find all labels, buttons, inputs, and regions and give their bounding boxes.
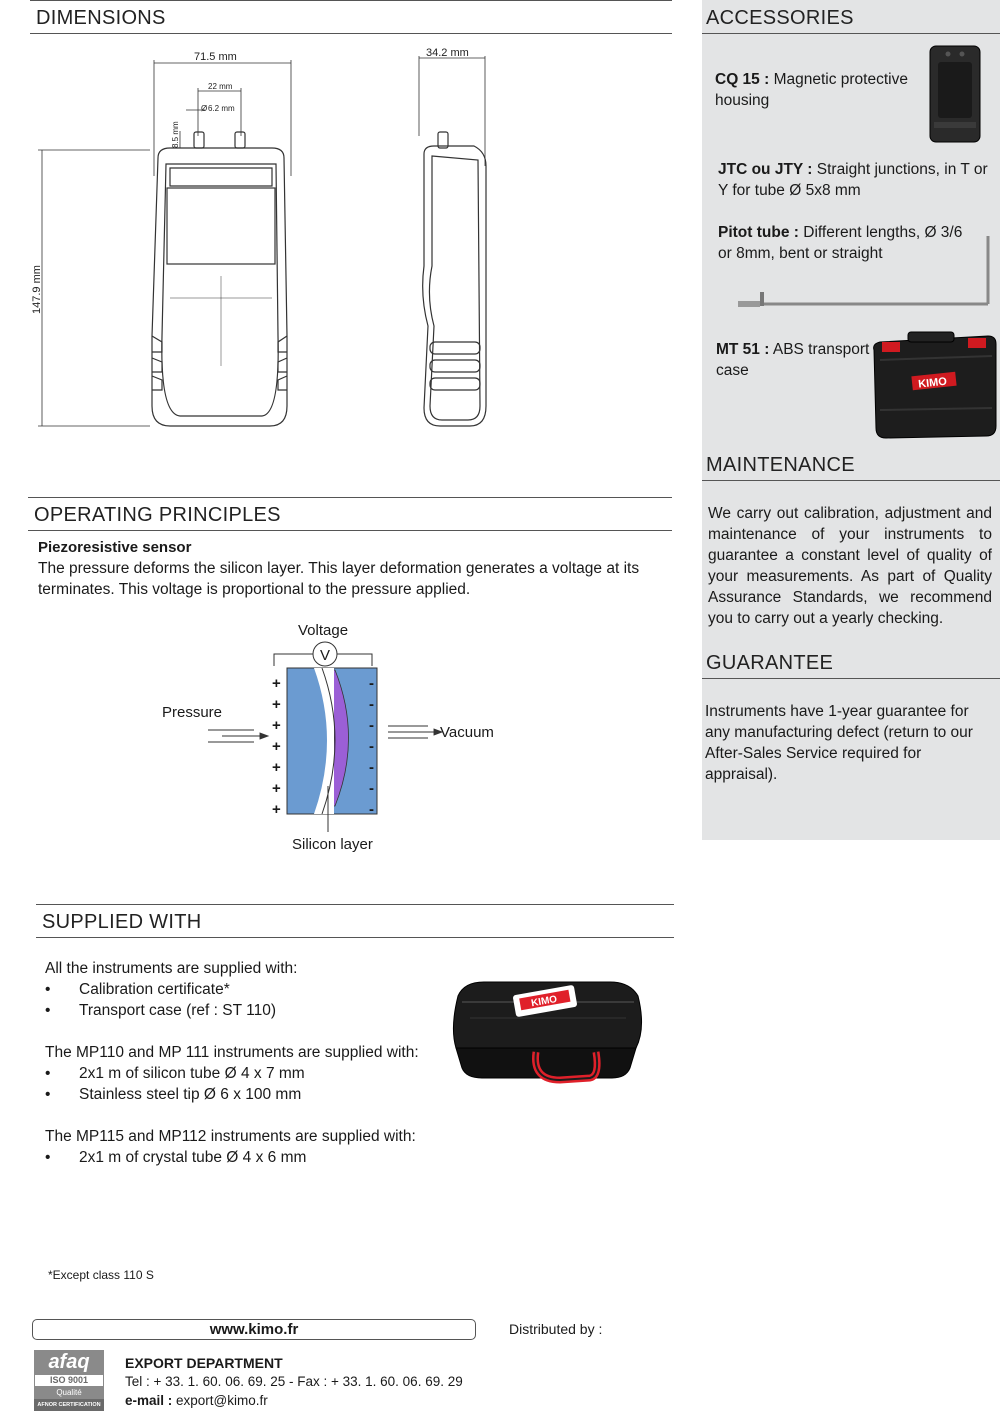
dimensions-header	[30, 0, 672, 34]
dim-nozzle-diameter-symbol: Ø	[201, 104, 208, 113]
abs-case-brand-label: KIMO	[917, 375, 948, 391]
accessory-text: Different lengths, Ø 3/6 or 8mm, bent or straight	[718, 224, 963, 262]
supplied-list-mp115	[45, 1147, 445, 1168]
svg-text:+: +	[272, 759, 281, 776]
accessory-text: Straight junctions, in T or Y for tube Ø 5x8 mm	[718, 161, 988, 199]
svg-text:+: +	[272, 738, 281, 755]
distributed-by: Distributed by :	[509, 1321, 603, 1337]
svg-text:+: +	[272, 696, 281, 713]
supplied-title: SUPPLIED WITH	[42, 911, 202, 933]
list-item: • 2x1 m of crystal tube Ø 4 x 6 mm	[45, 1147, 445, 1168]
maintenance-text: We carry out calibration, adjustment and maintenance of your instruments to guarantee a constant level of quality of your measurements. As part of Quality Assurance Standards, we recommend you to carry out a yearly checking.	[708, 505, 992, 627]
guarantee-header	[702, 645, 1000, 679]
supplied-intro-all: All the instruments are supplied with:	[45, 960, 298, 977]
dimensions-drawing	[0, 36, 700, 456]
afaq-logo	[34, 1350, 104, 1413]
maintenance-header	[702, 447, 1000, 481]
supplied-header	[36, 904, 674, 938]
email-line	[125, 1393, 268, 1408]
minus-signs	[369, 675, 374, 818]
export-dept: EXPORT DEPARTMENT	[125, 1355, 283, 1371]
supplied-intro-mp115: The MP115 and MP112 instruments are supplied with:	[45, 1128, 416, 1145]
piezo-diagram	[150, 618, 520, 858]
transport-case-image	[440, 968, 655, 1086]
silicon-layer-label: Silicon layer	[292, 836, 373, 853]
dim-nozzle-label: 6.2 mm	[208, 104, 235, 113]
list-item: • Calibration certificate*	[45, 979, 445, 1000]
svg-text:-: -	[369, 780, 374, 797]
accessory-code: Pitot tube :	[718, 224, 799, 241]
pressure-label: Pressure	[162, 704, 223, 721]
logo-iso-text: ISO 9001	[34, 1374, 104, 1387]
maintenance-title: MAINTENANCE	[706, 454, 855, 476]
accessory-code: CQ 15 :	[715, 71, 770, 88]
dim-height-label: 147.9 mm	[31, 265, 43, 314]
voltmeter-symbol: V	[320, 647, 331, 664]
svg-text:+: +	[272, 675, 281, 692]
device-front-view	[152, 132, 287, 426]
svg-text:-: -	[369, 759, 374, 776]
protective-housing-image	[926, 44, 984, 146]
dim-nozzle-height-label: 8.5 mm	[171, 121, 180, 148]
operating-header	[28, 497, 672, 531]
accessory-code: MT 51 :	[716, 341, 770, 358]
list-item: • Stainless steel tip Ø 6 x 100 mm	[45, 1084, 445, 1105]
guarantee-title: GUARANTEE	[706, 652, 834, 674]
accessories-title: ACCESSORIES	[706, 7, 854, 29]
svg-text:-: -	[369, 696, 374, 713]
plus-signs	[272, 675, 281, 818]
svg-text:+: +	[272, 717, 281, 734]
vacuum-arrows	[388, 726, 442, 738]
svg-text:+: +	[272, 780, 281, 797]
accessory-text: Magnetic protective housing	[715, 71, 908, 109]
accessories-header	[702, 0, 1000, 34]
svg-text:-: -	[369, 738, 374, 755]
dim-spacing-label: 22 mm	[208, 82, 233, 91]
supplied-list-block	[45, 958, 445, 1168]
guarantee-text: Instruments have 1-year guarantee for any manufacturing defect (return to our After-Sales Service required for appraisal).	[705, 703, 973, 783]
accessory-code: JTC ou JTY :	[718, 161, 813, 178]
sensor-description: The pressure deforms the silicon layer. This layer deformation generates a voltage at its terminates. This voltage is proportional to the pressure applied.	[38, 560, 640, 598]
accessory-mt51	[716, 339, 876, 381]
pressure-arrows	[208, 730, 268, 742]
device-side-view	[423, 132, 486, 426]
logo-cert-text: AFNOR CERTIFICATION	[34, 1399, 104, 1411]
case-brand-label: KIMO	[530, 993, 558, 1010]
abs-case-image	[868, 330, 1000, 442]
pitot-tube-image	[736, 232, 998, 312]
accessory-cq15	[715, 69, 910, 111]
accessory-text: ABS transport case	[716, 341, 870, 379]
operating-title: OPERATING PRINCIPLES	[34, 504, 281, 526]
svg-text:-: -	[369, 801, 374, 818]
svg-text:+: +	[272, 801, 281, 818]
svg-text:-: -	[369, 717, 374, 734]
email-label: e-mail :	[125, 1393, 173, 1408]
voltage-label: Voltage	[298, 622, 349, 639]
vacuum-label: Vacuum	[440, 724, 494, 741]
supplied-list-all	[45, 979, 445, 1021]
list-item: • 2x1 m of silicon tube Ø 4 x 7 mm	[45, 1063, 445, 1084]
supplied-intro-mp110: The MP110 and MP 111 instruments are supplied with:	[45, 1044, 419, 1061]
dimensions-title: DIMENSIONS	[36, 7, 166, 29]
accessory-jtc	[718, 159, 988, 201]
dim-width-label: 71.5 mm	[194, 51, 237, 63]
logo-qualite-text: Qualité	[34, 1387, 104, 1399]
website-link[interactable]: www.kimo.fr	[32, 1319, 476, 1340]
svg-text:-: -	[369, 675, 374, 692]
list-item: • Transport case (ref : ST 110)	[45, 1000, 445, 1021]
sensor-title: Piezoresistive sensor	[38, 539, 192, 556]
phone-fax: Tel : + 33. 1. 60. 06. 69. 25 - Fax : + 33. 1. 60. 06. 69. 29	[125, 1374, 463, 1389]
footnote: *Except class 110 S	[48, 1268, 154, 1282]
supplied-list-mp110	[45, 1063, 445, 1105]
email-link[interactable]: export@kimo.fr	[172, 1393, 268, 1408]
logo-afaq-text: afaq	[34, 1350, 104, 1374]
dim-depth-label: 34.2 mm	[426, 47, 469, 59]
